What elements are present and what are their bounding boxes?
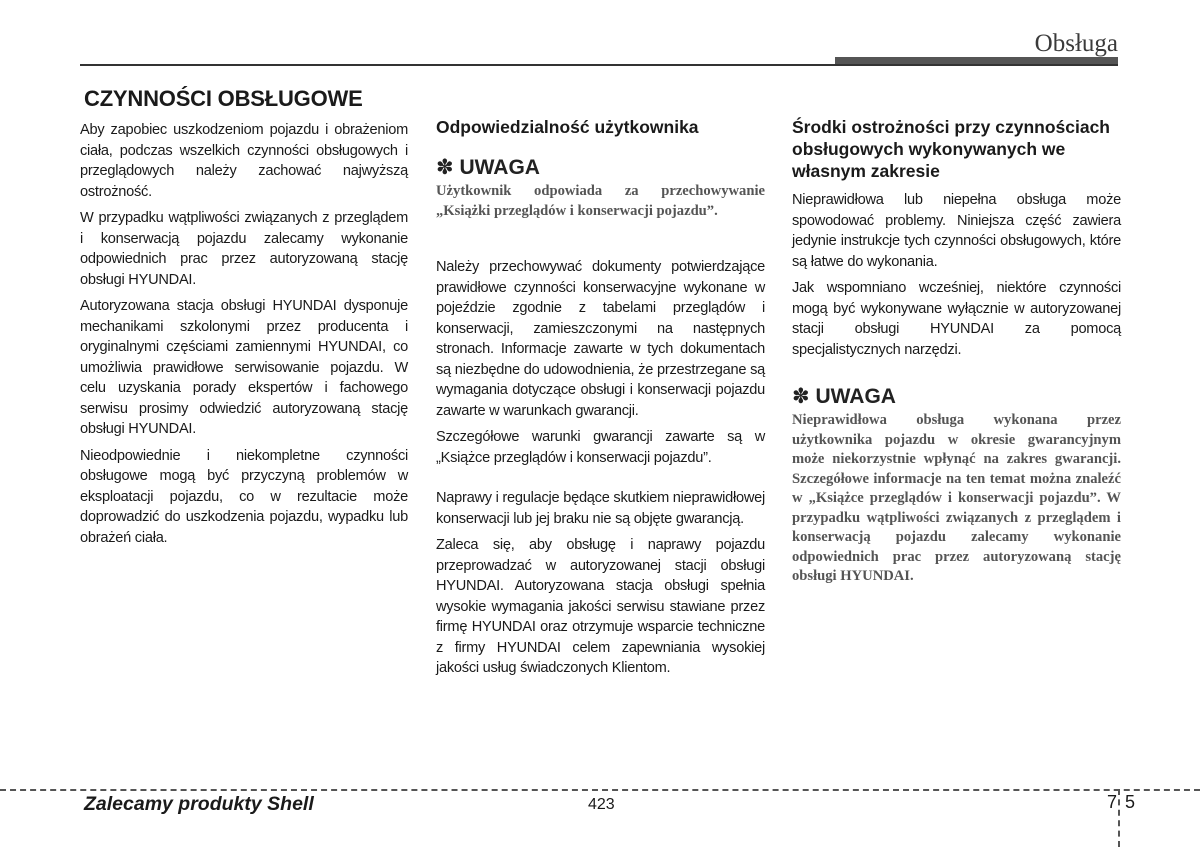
paragraph: Zaleca się, aby obsługę i naprawy pojazdu przeprowadzać w autoryzowanej stacji obsługi HYUNDAI. Autoryzowana stacja obsługi spełnia wysokie wymagania jakości serwisu stawiane przez firmę HYUNDAI oraz otrzymuje wsparcie techniczne z firmy HYUNDAI celem zapewniania wysokiej jakości usług świadczonych Klientom. bbox=[436, 537, 765, 676]
asterisk-icon: ✽ bbox=[792, 385, 810, 408]
column-owner-responsibility bbox=[436, 80, 765, 685]
page-header-title: Obsługa bbox=[1034, 30, 1118, 57]
paragraph: Aby zapobiec uszkodzeniom pojazdu i obrażeniom ciała, podczas wszelkich czynności obsługowych i przeglądowych należy zachować najwyższą ostrożność. bbox=[80, 122, 408, 200]
subsection-heading: Odpowiedzialność użytkownika bbox=[436, 117, 699, 137]
asterisk-icon: ✽ bbox=[436, 156, 454, 179]
paragraph: W przypadku wątpliwości związanych z przeglądem i konserwacją pojazdu zalecamy wykonanie odpowiednich prac przez autoryzowaną stację obsługi HYUNDAI. bbox=[80, 210, 408, 288]
subsection-heading: Środki ostrożności przy czynnościach obsługowych wykonywanych we własnym zakresie bbox=[792, 117, 1110, 181]
paragraph: Naprawy i regulacje będące skutkiem nieprawidłowej konserwacji lub jej braku nie są objęte gwarancją. bbox=[436, 490, 765, 527]
note-text: Użytkownik odpowiada za przechowywanie „Książki przeglądów i konserwacji pojazdu”. bbox=[436, 183, 765, 219]
column-owner-maintenance-precautions bbox=[792, 80, 1121, 587]
paragraph: Nieodpowiednie i niekompletne czynności obsługowe mogą być przyczyną problemów w eksploatacji pojazdu, co w rezultacie może doprowadzić do uszkodzenia pojazdu, wypadku lub obrażeń ciała. bbox=[80, 447, 408, 546]
section-page-number: 5 bbox=[1125, 792, 1136, 812]
paragraph: Nieprawidłowa lub niepełna obsługa może spowodować problemy. Niniejsza część zawiera jedynie instrukcje tych czynności obsługowych, które są łatwe do wykonania. bbox=[792, 192, 1121, 270]
paragraph: Autoryzowana stacja obsługi HYUNDAI dysponuje mechanikami szkolonymi przez producenta i oryginalnymi częściami zamiennymi HYUNDAI, co umożliwia prawidłowe serwisowanie pojazdu. W celu uzyskania porady ekspertów i fachowego serwisu prosimy odwiedzić autoryzowaną stację obsługi HYUNDAI. bbox=[80, 298, 408, 437]
section-title: CZYNNOŚCI OBSŁUGOWE bbox=[84, 86, 363, 111]
note-label: UWAGA bbox=[815, 385, 896, 408]
footer-rule bbox=[0, 789, 1200, 791]
chapter-number: 7 bbox=[1107, 792, 1118, 812]
footer-brand: Zalecamy produkty Shell bbox=[84, 793, 314, 815]
header-rule bbox=[80, 64, 1118, 66]
note-heading bbox=[792, 384, 1121, 409]
note-text: Nieprawidłowa obsługa wykonana przez użytkownika pojazdu w okresie gwarancyjnym może niekorzystnie wpłynąć na zakres gwarancji. Szczegółowe informacje na ten temat można znaleźć w „Książce przeglądów i konserwacji pojazdu”. W przypadku wątpliwości związanych z przeglądem i konserwacją pojazdu zalecamy wykonanie odpowiednich prac przez autoryzowaną stację obsługi HYUNDAI. bbox=[792, 412, 1121, 584]
page-number: 423 bbox=[588, 796, 615, 813]
paragraph: Należy przechowywać dokumenty potwierdzające prawidłowe czynności konserwacyjne wykonane w pojeździe zgodnie z tabelami przeglądów i konserwacji, zamieszczonymi na następnych stronach. Informacje zawarte w tych dokumentach są niezbędne do udowodnienia, że przestrzegane są wymagania dotyczące obsługi i konserwacji pojazdu zawarte w warunkach gwarancji. bbox=[436, 259, 765, 419]
footer-divider bbox=[1118, 789, 1120, 847]
paragraph: Jak wspomniano wcześniej, niektóre czynności mogą być wykonywane wyłącznie w autoryzowanej stacji obsługi HYUNDAI za pomocą specjalistycznych narzędzi. bbox=[792, 280, 1121, 358]
note-heading bbox=[436, 155, 765, 180]
column-maintenance bbox=[80, 80, 408, 554]
paragraph: Szczegółowe warunki gwarancji zawarte są w „Książce przeglądów i konserwacji pojazdu”. bbox=[436, 429, 765, 466]
note-label: UWAGA bbox=[459, 156, 540, 179]
